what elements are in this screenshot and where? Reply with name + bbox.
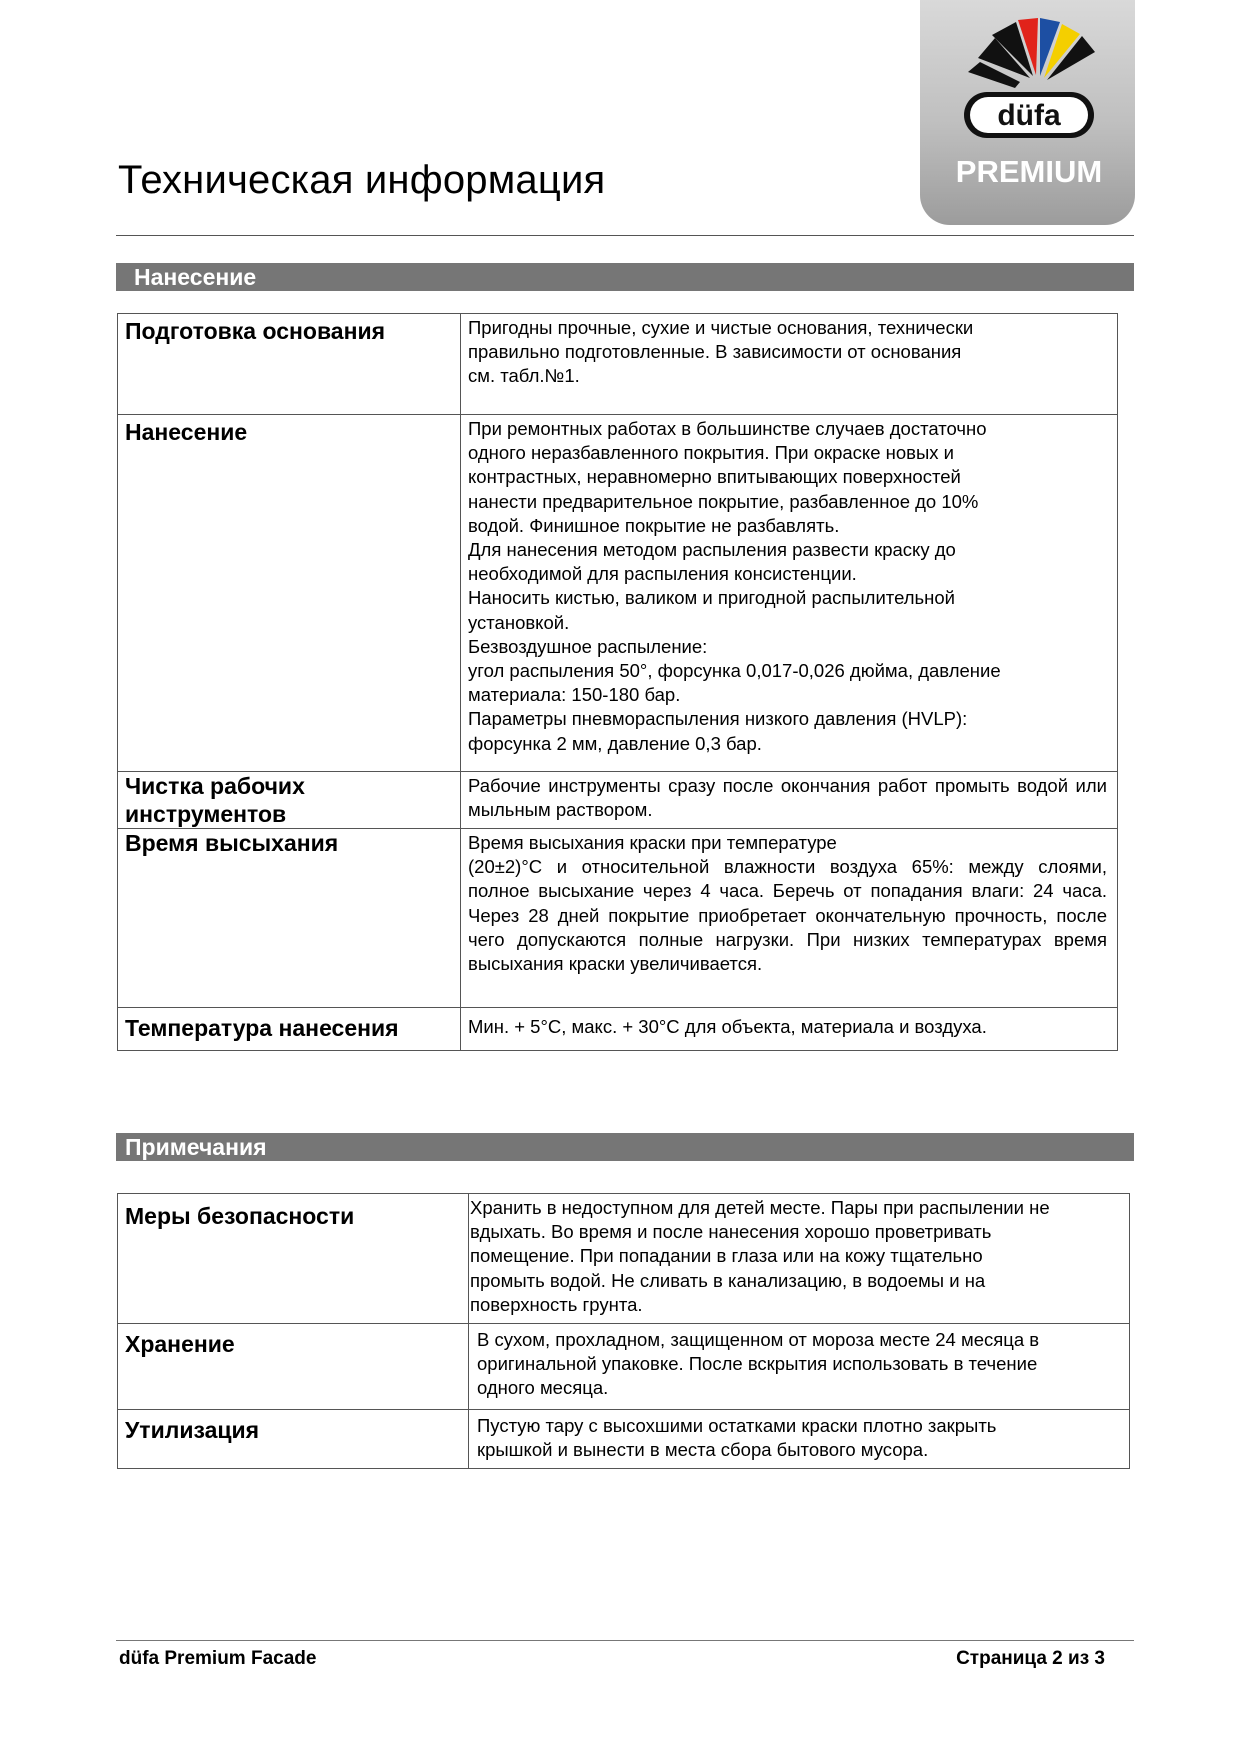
row-label: Меры безопасности <box>125 1203 355 1229</box>
row-value: Мин. + 5°C, макс. + 30°C для объекта, материала и воздуха. <box>468 1016 987 1037</box>
brand-logo-icon <box>920 0 1135 225</box>
row-value: Пригодны прочные, сухие и чистые основания, технически правильно подготовленные. В зависимости от основания см. табл.№1. <box>468 317 974 387</box>
row-label: Чистка рабочих инструментов <box>125 773 305 827</box>
row-value: Время высыхания краски при температуре (20±2)°C и относительной влажности воздуха 65%: между слоями, полное высыхание через 4 часа. Беречь от попадания влаги: 24 часа. Через 28 дней покрытие приобретает окончательную прочность, после чего допускаются полные нагрузки. При низких температурах время высыхания краски увеличивается. <box>468 832 1107 975</box>
table-row <box>118 1410 1130 1469</box>
row-label: Температура нанесения <box>125 1015 399 1041</box>
footer-product: düfa Premium Facade <box>119 1648 317 1669</box>
row-label: Утилизация <box>125 1417 260 1444</box>
table-row <box>118 772 1118 829</box>
logo-brand-text: düfa <box>997 99 1061 132</box>
table-row <box>118 314 1118 415</box>
table-row <box>118 415 1118 772</box>
table-row <box>118 1324 1130 1410</box>
row-value: Пустую тару с высохшими остатками краски плотно закрыть крышкой и вынести в места сбора бытового мусора. <box>477 1415 997 1461</box>
logo-premium-text: PREMIUM <box>955 154 1103 189</box>
section-heading-application: Нанесение <box>116 263 1134 291</box>
row-label: Нанесение <box>125 419 248 445</box>
row-value: В сухом, прохладном, защищенном от мороза месте 24 месяца в оригинальной упаковке. После вскрытия использовать в течение одного месяца. <box>477 1329 1040 1399</box>
footer-page-number: Страница 2 из 3 <box>956 1648 1105 1669</box>
notes-table <box>117 1193 1130 1469</box>
row-value: Хранить в недоступном для детей месте. Пары при распылении не вдыхать. Во время и после нанесения хорошо проветривать помещение. При попадании в глаза или на кожу тщательно промыть водой. Не сливать в канализацию, в водоемы и на поверхность грунта. <box>470 1197 1050 1315</box>
row-value: При ремонтных работах в большинстве случаев достаточно одного неразбавленного покрытия. При окраске новых и контрастных, неравномерно впитывающих поверхностей нанести предварительное покрытие, разбавленное до 10% водой. Финишное покрытие не разбавлять. Для нанесения методом распыления развести краску до необходимой для распыления консистенции. Наносить кистью, валиком и пригодной распылительной установкой. Безвоздушное распыление: угол распыления 50°, форсунка 0,017-0,026 дюйма, давление материала: 150-180 бар. Параметры пневмораспыления низкого давления (HVLP): форсунка 2 мм, давление 0,3 бар. <box>468 418 1001 754</box>
table-row <box>118 829 1118 1008</box>
footer-divider <box>116 1640 1134 1641</box>
row-label: Подготовка основания <box>125 318 386 344</box>
section-heading-notes: Примечания <box>116 1133 1134 1161</box>
row-label: Время высыхания <box>125 830 339 856</box>
table-row <box>118 1194 1130 1324</box>
page-title: Техническая информация <box>118 158 606 202</box>
application-table <box>117 313 1118 1051</box>
title-divider <box>116 235 1134 236</box>
table-row <box>118 1008 1118 1051</box>
row-label: Хранение <box>125 1331 235 1358</box>
dufa-premium-logo <box>920 0 1135 225</box>
row-value: Рабочие инструменты сразу после окончания работ промыть водой или мыльным раствором. <box>468 775 1107 821</box>
